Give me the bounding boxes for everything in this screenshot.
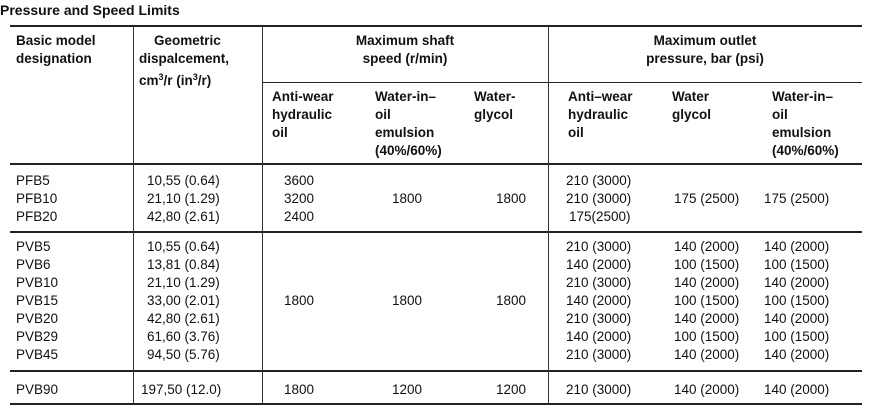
pvb90-speed-water-glycol: 1200 [496, 382, 527, 397]
table-cell: 100 (1500) [764, 257, 830, 272]
table-cell: PFB20 [16, 209, 58, 224]
table-cell: 210 (3000) [566, 347, 632, 362]
pfb-pressure-antiwear [566, 172, 631, 226]
pfb-displacement [147, 172, 220, 226]
pvb90-speed-water-in-oil: 1200 [392, 382, 423, 397]
pfb-models [16, 172, 57, 226]
table-cell: 210 (3000) [566, 173, 632, 188]
table-cell: PVB29 [16, 329, 59, 344]
pvb-speed-antiwear: 1800 [284, 293, 315, 308]
table-cell: 100 (1500) [674, 329, 740, 344]
table-cell: 10,55 (0.64) [147, 173, 220, 188]
table-cell: 210 (3000) [566, 275, 632, 290]
pfb-speed-water-glycol: 1800 [496, 191, 527, 206]
table-cell: PFB5 [16, 173, 50, 188]
subheader-rule [262, 82, 862, 83]
pvb-pressure-water-in-oil [764, 238, 829, 364]
table-cell: 100 (1500) [674, 293, 740, 308]
table-cell: 175(2500) [569, 209, 631, 224]
pvb90-pressure-water-in-oil: 140 (2000) [764, 382, 830, 397]
pfb-speed-water-in-oil: 1800 [392, 191, 423, 206]
table-cell: PVB6 [16, 257, 51, 272]
col-divider-1 [133, 27, 134, 403]
table-cell: 140 (2000) [674, 347, 740, 362]
header-pressure-group: Maximum outlet pressure, bar (psi) [646, 33, 764, 66]
pvb90-pressure-antiwear: 210 (3000) [566, 382, 632, 397]
table-cell: 140 (2000) [764, 239, 830, 254]
pfb-pressure-water-in-oil: 175 (2500) [764, 191, 830, 206]
header-displacement: Geometric dispalcement, $cm^3/r$ $(in^3/r)$ [139, 33, 230, 88]
table-cell: 140 (2000) [764, 347, 830, 362]
table-cell: PVB5 [16, 239, 51, 254]
table-cell: 2400 [284, 209, 315, 224]
table-cell: 140 (2000) [566, 257, 632, 272]
pvb-speed-water-in-oil: 1800 [392, 293, 423, 308]
table-bottom-rule [10, 403, 862, 405]
table-cell: 210 (3000) [566, 239, 632, 254]
table-cell: 140 (2000) [674, 311, 740, 326]
table-cell: 33,00 (2.01) [147, 293, 220, 308]
header-speed-water-in-oil: Water-in– oil emulsion (40%/60%) [375, 89, 442, 158]
pvb-speed-water-glycol: 1800 [496, 293, 527, 308]
table-cell: 3200 [284, 191, 315, 206]
table-cell: 42,80 (2.61) [147, 311, 220, 326]
table-cell: 140 (2000) [674, 275, 740, 290]
table-cell: 140 (2000) [566, 293, 632, 308]
header-pressure-water-in-oil: Water-in– oil emulsion (40%/60%) [772, 89, 839, 158]
table-cell: PVB10 [16, 275, 59, 290]
table-cell: 140 (2000) [764, 311, 830, 326]
table-cell: 42,80 (2.61) [147, 209, 220, 224]
table-cell: 94,50 (5.76) [147, 347, 220, 362]
group-rule-1 [10, 231, 862, 233]
header-bottom-rule [10, 163, 862, 165]
pvb90-displacement: 197,50 (12.0) [141, 382, 222, 397]
header-pressure-water-glycol: Water glycol [672, 89, 712, 122]
pvb90-pressure-water-glycol: 140 (2000) [674, 382, 740, 397]
table-cell: 140 (2000) [566, 329, 632, 344]
table-cell: 21,10 (1.29) [147, 191, 220, 206]
pvb-displacement [147, 238, 220, 364]
table-cell: 61,60 (3.76) [147, 329, 220, 344]
col-divider-3 [548, 27, 549, 403]
table-top-rule [10, 25, 862, 27]
header-speed-antiwear: Anti-wear hydraulic oil [272, 89, 334, 140]
pfb-speed-antiwear [284, 172, 314, 226]
pvb-pressure-water-glycol [674, 238, 739, 364]
table-cell: PVB15 [16, 293, 59, 308]
table-title: Pressure and Speed Limits [0, 2, 180, 18]
pvb-pressure-antiwear [566, 238, 631, 364]
table-cell: PFB10 [16, 191, 58, 206]
table-cell: 13,81 (0.84) [147, 257, 220, 272]
header-speed-group: Maximum shaft speed (r/min) [355, 33, 455, 66]
table-cell: PVB20 [16, 311, 59, 326]
table-cell: 10,55 (0.64) [147, 239, 220, 254]
group-rule-2 [10, 370, 862, 372]
header-model: Basic model designation [16, 33, 96, 66]
pvb-models [16, 238, 58, 364]
table-cell: 210 (3000) [566, 311, 632, 326]
header-pressure-antiwear: Anti–wear hydraulic oil [568, 89, 633, 140]
table-cell: 3600 [284, 173, 315, 188]
table-cell: 21,10 (1.29) [147, 275, 220, 290]
table-cell: 100 (1500) [674, 257, 740, 272]
pvb90-model: PVB90 [16, 382, 59, 397]
table-cell: 100 (1500) [764, 293, 830, 308]
table-cell: 210 (3000) [566, 191, 632, 206]
table-cell: 100 (1500) [764, 329, 830, 344]
table-cell: PVB45 [16, 347, 59, 362]
header-displacement-unit: $cm^3/r$ $(in^3/r)$ [139, 72, 212, 88]
header-speed-water-glycol: Water- glycol [474, 89, 516, 122]
table-cell: 140 (2000) [674, 239, 740, 254]
pvb90-speed-antiwear: 1800 [284, 382, 315, 397]
pfb-pressure-water-glycol: 175 (2500) [674, 191, 740, 206]
col-divider-2 [262, 27, 263, 403]
table-cell: 140 (2000) [764, 275, 830, 290]
